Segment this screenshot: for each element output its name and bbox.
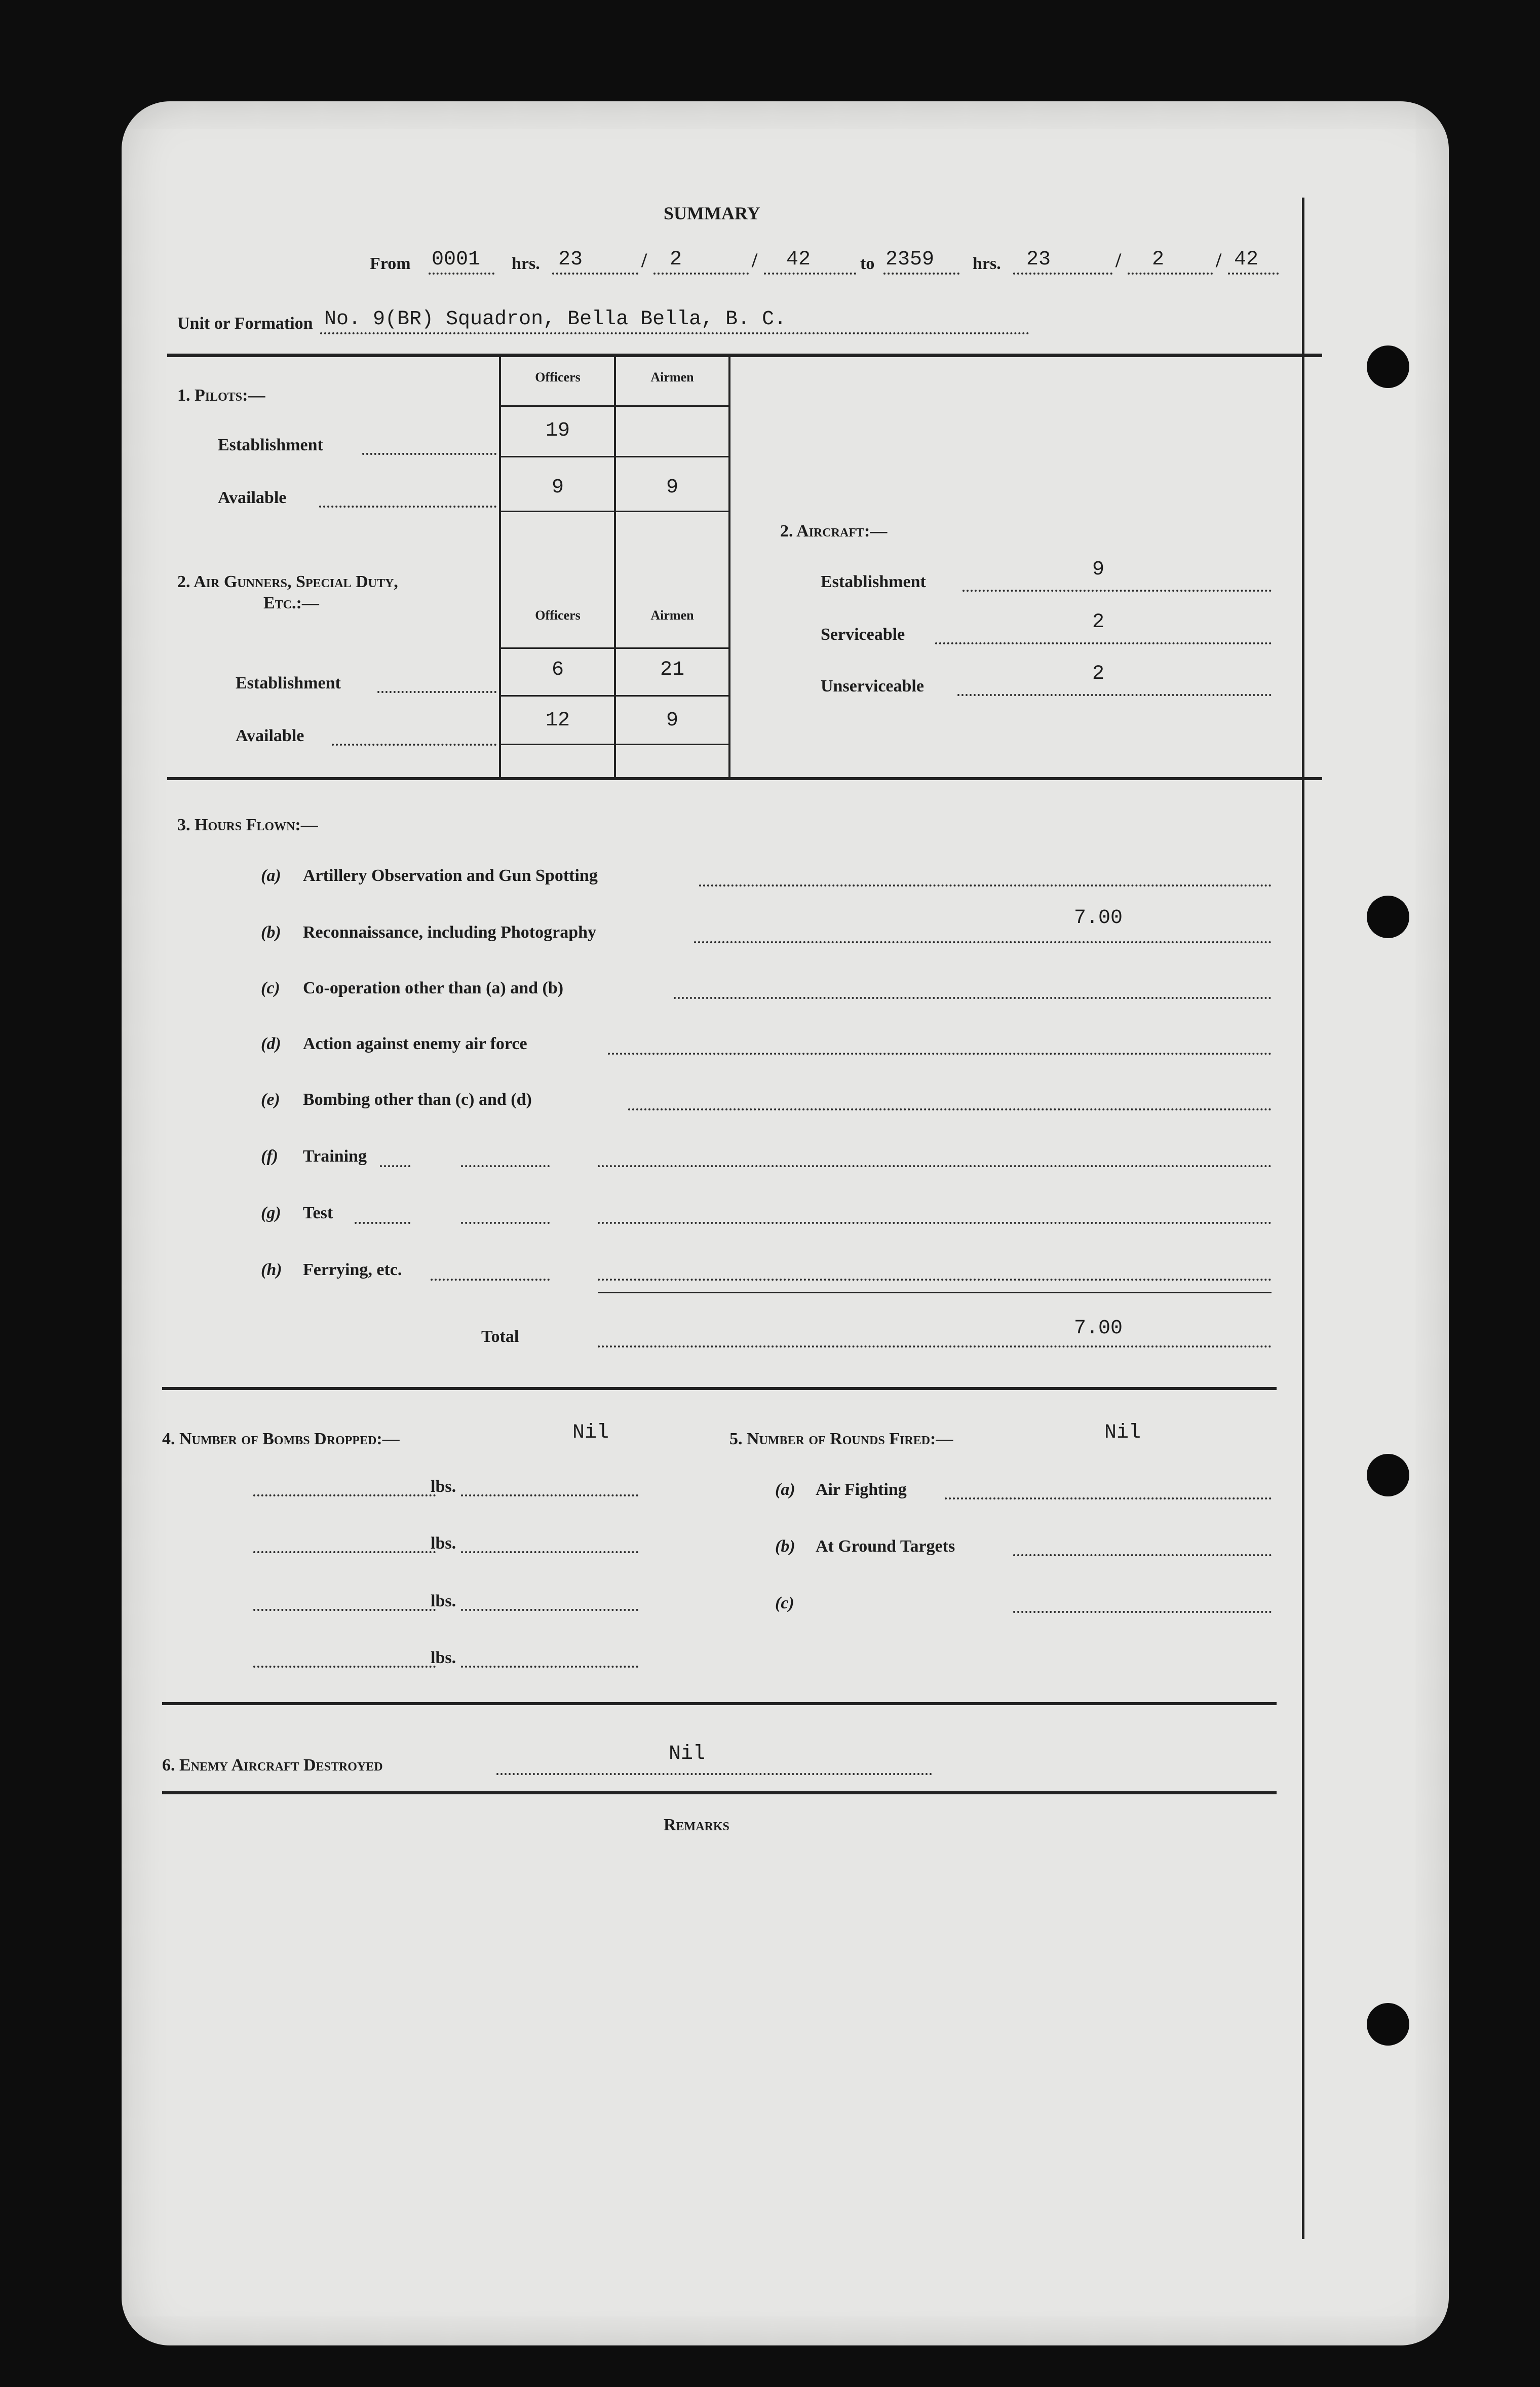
- hours-item-b-letter: (b): [261, 923, 281, 942]
- pilots-col-officers: Officers: [535, 370, 581, 384]
- pilots-establishment-officers: 19: [545, 419, 570, 442]
- to-label: to: [860, 254, 875, 273]
- rounds-heading: 5. Number of Rounds Fired:—: [729, 1430, 953, 1448]
- hours-item-b-label: Reconnaissance, including Photography: [303, 923, 597, 942]
- section-rule: [162, 1791, 1277, 1794]
- bombs-lbs-2: lbs.: [431, 1534, 456, 1553]
- to-year: 42: [1234, 248, 1259, 271]
- hours-item-e-letter: (e): [261, 1090, 280, 1109]
- binder-hole: [1367, 2003, 1409, 2046]
- hours-item-f-label: Training: [303, 1147, 367, 1166]
- aircraft-unserviceable-label: Unserviceable: [821, 677, 924, 696]
- hours-item-g-label: Test: [303, 1204, 333, 1222]
- hours-item-a-letter: (a): [261, 866, 281, 885]
- aircraft-unserviceable-value: 2: [1092, 663, 1105, 685]
- aircraft-establishment-value: 9: [1092, 558, 1105, 581]
- hours-item-b-value: 7.00: [1074, 907, 1123, 930]
- enemy-aircraft-value: Nil: [669, 1743, 706, 1765]
- from-month: 2: [670, 248, 682, 271]
- rounds-item-a-label: Air Fighting: [816, 1480, 907, 1499]
- hours-item-h-label: Ferrying, etc.: [303, 1260, 402, 1279]
- gunners-establishment-officers: 6: [551, 659, 564, 681]
- bombs-lbs-1: lbs.: [431, 1477, 456, 1496]
- hours-item-c-label: Co-operation other than (a) and (b): [303, 979, 564, 997]
- to-time: 2359: [885, 248, 935, 271]
- pilots-establishment-label: Establishment: [218, 436, 323, 454]
- remarks-heading: Remarks: [664, 1816, 729, 1834]
- hours-item-c-letter: (c): [261, 979, 280, 997]
- hrs-label: hrs.: [512, 254, 540, 273]
- air-gunners-heading: 2. Air Gunners, Special Duty,: [177, 572, 398, 591]
- binder-hole: [1367, 1454, 1409, 1496]
- unit-value: No. 9(BR) Squadron, Bella Bella, B. C.: [324, 308, 787, 331]
- aircraft-heading: 2. Aircraft:—: [780, 522, 888, 541]
- aircraft-serviceable-value: 2: [1092, 611, 1105, 634]
- gunners-establishment-airmen: 21: [660, 659, 684, 681]
- page-title: SUMMARY: [664, 203, 760, 223]
- rounds-value: Nil: [1104, 1421, 1141, 1444]
- section-rule: [162, 1702, 1277, 1705]
- margin-rule: [1302, 198, 1304, 2239]
- from-time: 0001: [432, 248, 481, 271]
- from-label: From: [370, 254, 411, 273]
- to-month: 2: [1152, 248, 1165, 271]
- from-day: 23: [558, 248, 583, 271]
- pilots-col-airmen: Airmen: [650, 370, 694, 384]
- enemy-aircraft-heading: 6. Enemy Aircraft Destroyed: [162, 1756, 383, 1775]
- unit-label: Unit or Formation: [177, 314, 313, 333]
- hours-flown-heading: 3. Hours Flown:—: [177, 816, 318, 834]
- hours-total-value: 7.00: [1074, 1317, 1123, 1340]
- binder-hole: [1367, 345, 1409, 388]
- hours-item-g-letter: (g): [261, 1204, 281, 1222]
- pilots-available-airmen: 9: [666, 476, 678, 499]
- hours-item-d-letter: (d): [261, 1034, 281, 1053]
- gunners-available-label: Available: [236, 726, 304, 745]
- rounds-item-b-letter: (b): [775, 1537, 795, 1556]
- bombs-lbs-4: lbs.: [431, 1648, 456, 1667]
- gunners-available-officers: 12: [545, 709, 570, 732]
- bombs-value: Nil: [572, 1421, 609, 1444]
- section-rule: [167, 354, 1322, 357]
- hours-item-e-label: Bombing other than (c) and (d): [303, 1090, 532, 1109]
- hours-total-label: Total: [481, 1327, 519, 1346]
- hrs-label-2: hrs.: [973, 254, 1001, 273]
- hours-item-a-label: Artillery Observation and Gun Spotting: [303, 866, 598, 885]
- bombs-lbs-3: lbs.: [431, 1592, 456, 1610]
- gunners-col-officers: Officers: [535, 608, 581, 623]
- hours-item-f-letter: (f): [261, 1147, 278, 1166]
- aircraft-serviceable-label: Serviceable: [821, 625, 905, 644]
- rounds-item-b-label: At Ground Targets: [816, 1537, 955, 1556]
- aircraft-establishment-label: Establishment: [821, 572, 926, 591]
- binder-hole: [1367, 896, 1409, 938]
- gunners-establishment-label: Establishment: [236, 674, 341, 692]
- pilots-heading: 1. Pilots:—: [177, 386, 265, 405]
- hours-item-h-letter: (h): [261, 1260, 282, 1279]
- section-rule: [162, 1387, 1277, 1390]
- rounds-item-a-letter: (a): [775, 1480, 795, 1499]
- hours-item-d-label: Action against enemy air force: [303, 1034, 527, 1053]
- rounds-item-c-letter: (c): [775, 1594, 794, 1612]
- gunners-available-airmen: 9: [666, 709, 678, 732]
- from-year: 42: [786, 248, 811, 271]
- gunners-col-airmen: Airmen: [650, 608, 694, 623]
- to-day: 23: [1026, 248, 1051, 271]
- bombs-heading: 4. Number of Bombs Dropped:—: [162, 1430, 400, 1448]
- summary-form-page: SUMMARY From 0001 hrs. 23 / 2 / 42 to 2359 hrs. 23 / 2 / 42 Unit or Formation No. 9(BR) Squadron, Bella Bella, B. C. 1. Pilots:— Officers Airmen Establishment 19 Available 9 9 2. Air Gunners, Special Duty, Etc.:— Officers Airmen Establishment 6 21 Available 12 9 2. Aircraft:— Establishment 9 Serviceable 2 Unserviceable 2 3. Hours Flown:— (a) Artillery Observation and Gun Spotting (b) Reconnaissance, including Photography 7.00 (c) Co-operation other than (a) and (b) (d) Action against enemy air force (e) Bombing other than (c) and (d) (f) Training (g) Test (h) Ferrying, etc. Total 7.00 4. Number of Bombs Dropped:— Nil lbs. lbs. lbs. lbs. 5. Number of Rounds Fired:— Nil (a) Air Fighting (b) At Ground Targets (c) 6. Enemy Aircraft Destroyed Nil Remarks: [122, 101, 1449, 2345]
- pilots-available-label: Available: [218, 488, 287, 507]
- pilots-available-officers: 9: [551, 476, 564, 499]
- section-rule: [167, 777, 1322, 780]
- air-gunners-heading-2: Etc.:—: [263, 594, 319, 612]
